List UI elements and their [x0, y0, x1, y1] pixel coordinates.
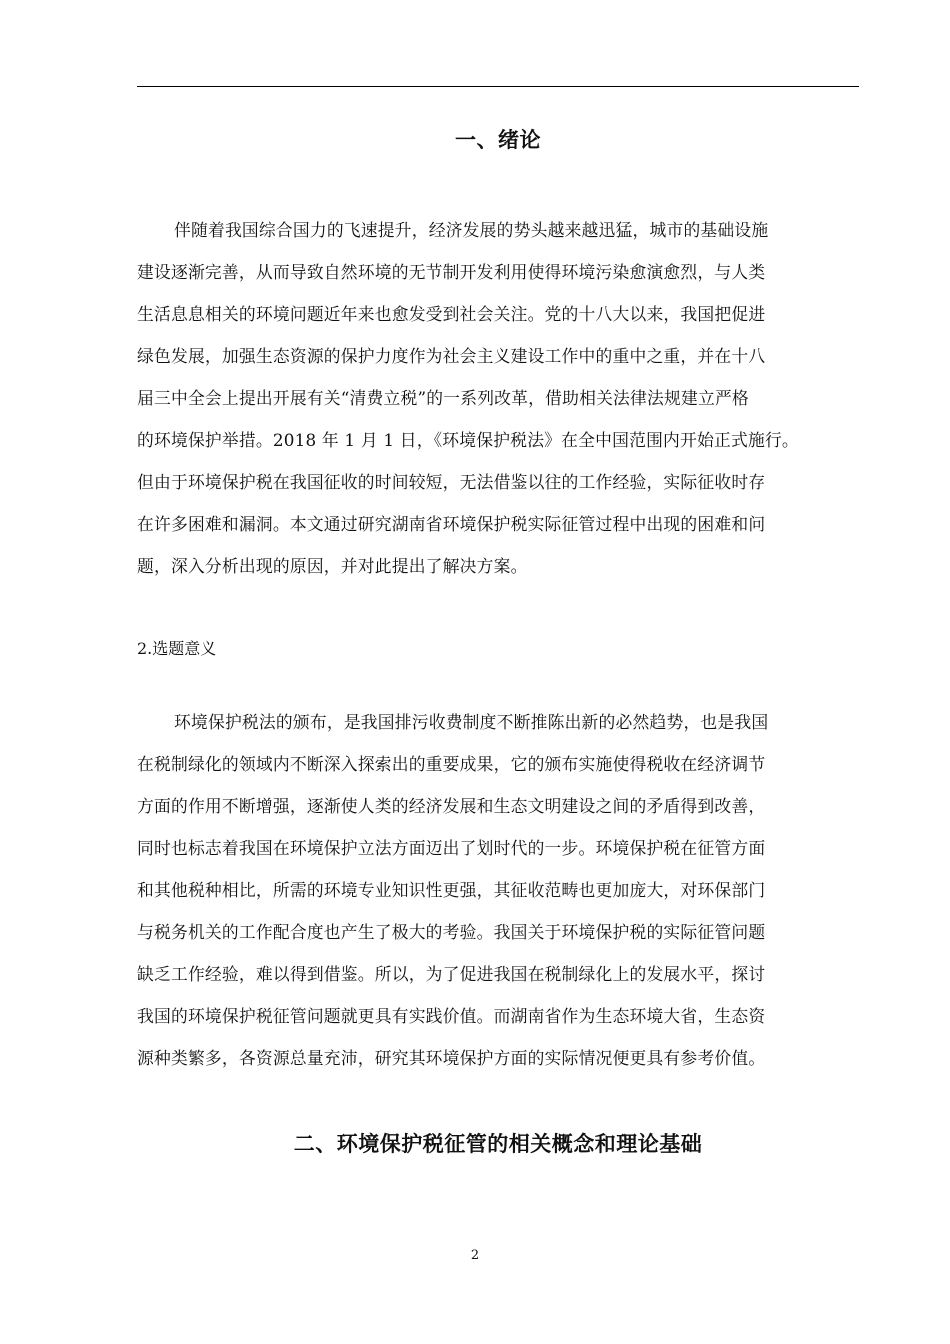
paragraph-line: 的环境保护举措。2018 年 1 月 1 日，《环境保护税法》在全中国范围内开始正式施行。: [137, 430, 799, 450]
subheading-topic-significance: 2.选题意义: [137, 639, 217, 658]
paragraph-line: 和其他税种相比，所需的环境专业知识性更强，其征收范畴也更加庞大，对环保部门: [137, 880, 766, 900]
paragraph-line: 缺乏工作经验，难以得到借鉴。所以，为了促进我国在税制绿化上的发展水平，探讨: [137, 964, 766, 984]
paragraph-line: 环境保护税法的颁布，是我国排污收费制度不断推陈出新的必然趋势，也是我国: [174, 712, 769, 732]
section-heading-concepts: 二、环境保护税征管的相关概念和理论基础: [293, 1132, 703, 1156]
header-rule: [137, 86, 859, 87]
paragraph-line: 伴随着我国综合国力的飞速提升，经济发展的势头越来越迅猛，城市的基础设施: [174, 220, 769, 240]
paragraph-line: 在许多困难和漏洞。本文通过研究湖南省环境保护税实际征管过程中出现的困难和问: [137, 514, 766, 534]
paragraph-line: 绿色发展，加强生态资源的保护力度作为社会主义建设工作中的重中之重，并在十八: [137, 346, 766, 366]
paragraph-line: 方面的作用不断增强，逐渐使人类的经济发展和生态文明建设之间的矛盾得到改善，: [137, 796, 766, 816]
section-heading-introduction: 一、绪论: [455, 128, 541, 152]
page-number: 2: [470, 1248, 480, 1263]
paragraph-line: 与税务机关的工作配合度也产生了极大的考验。我国关于环境保护税的实际征管问题: [137, 922, 766, 942]
paragraph-line: 源种类繁多，各资源总量充沛，研究其环境保护方面的实际情况便更具有参考价值。: [137, 1048, 766, 1068]
paragraph-line: 生活息息相关的环境问题近年来也愈发受到社会关注。党的十八大以来，我国把促进: [137, 304, 766, 324]
paragraph-line: 建设逐渐完善，从而导致自然环境的无节制开发利用使得环境污染愈演愈烈，与人类: [137, 262, 766, 282]
paragraph-line: 题，深入分析出现的原因，并对此提出了解决方案。: [137, 556, 528, 576]
paragraph-line: 但由于环境保护税在我国征收的时间较短，无法借鉴以往的工作经验，实际征收时存: [137, 472, 766, 492]
paragraph-line: 届三中全会上提出开展有关“清费立税”的一系列改革，借助相关法律法规建立严格: [137, 388, 749, 408]
paragraph-line: 同时也标志着我国在环境保护立法方面迈出了划时代的一步。环境保护税在征管方面: [137, 838, 766, 858]
paragraph-line: 我国的环境保护税征管问题就更具有实践价值。而湖南省作为生态环境大省，生态资: [137, 1006, 766, 1026]
paragraph-line: 在税制绿化的领域内不断深入探索出的重要成果，它的颁布实施使得税收在经济调节: [137, 754, 766, 774]
